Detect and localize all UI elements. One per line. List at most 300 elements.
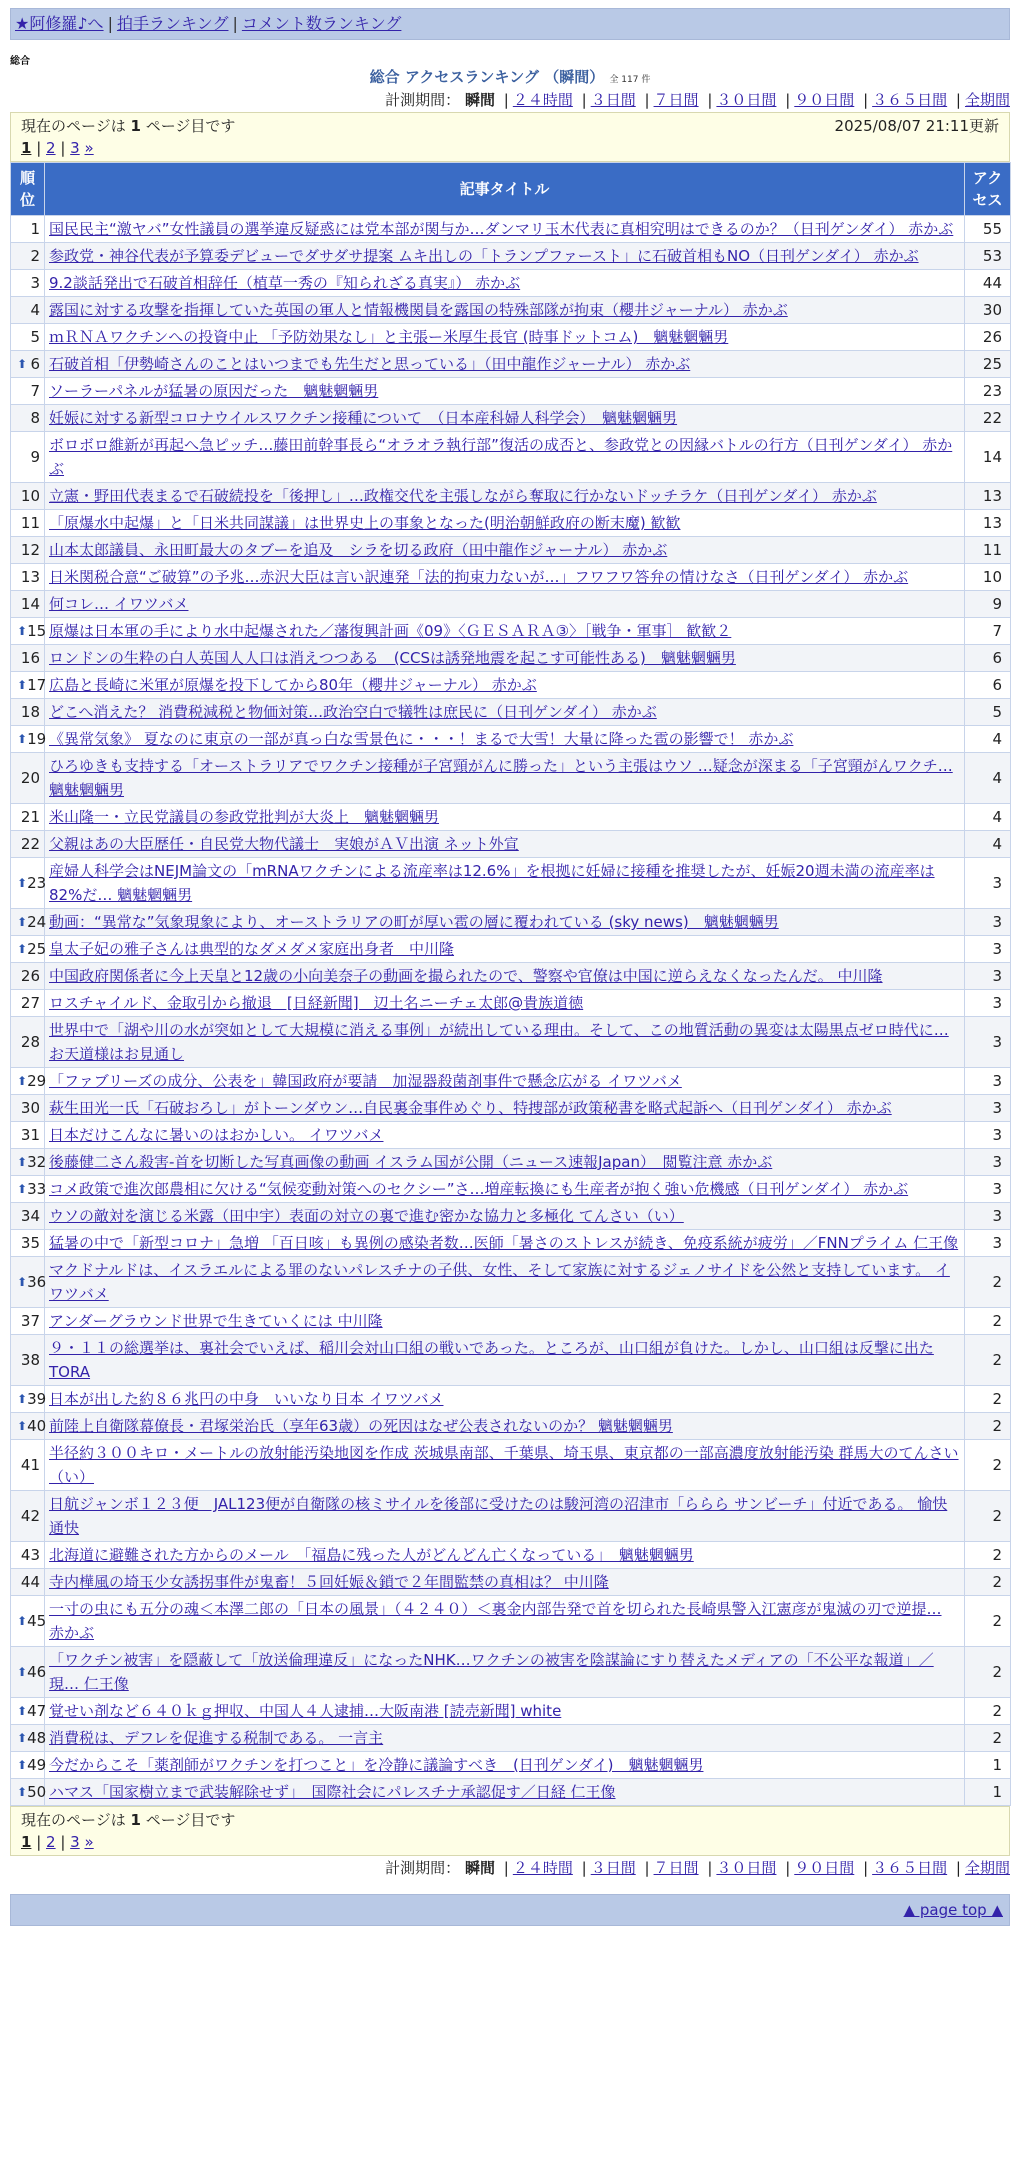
rank-cell bbox=[11, 1542, 45, 1569]
rank-number: 11 bbox=[20, 514, 40, 532]
title-cell bbox=[45, 1698, 965, 1725]
title-cell bbox=[45, 858, 965, 909]
rank-number: 2 bbox=[30, 247, 40, 265]
table-row bbox=[11, 483, 1011, 510]
period-current: 瞬間 bbox=[464, 1859, 495, 1877]
table-row bbox=[11, 672, 1011, 699]
rank-cell bbox=[11, 699, 45, 726]
access-count: 3 bbox=[965, 1149, 1011, 1176]
period-link-3d[interactable]: ３日間 bbox=[590, 1859, 636, 1877]
table-row bbox=[11, 1542, 1011, 1569]
rank-number: 31 bbox=[20, 1126, 40, 1144]
period-link-365d[interactable]: ３６５日間 bbox=[872, 91, 948, 109]
table-row bbox=[11, 432, 1011, 483]
article-link[interactable]: 立憲・野田代表まるで石破続投を「後押し」…政権交代を主張しながら奪取に行かないドッチラケ（日刊ゲンダイ） 赤かぶ bbox=[49, 487, 877, 505]
rank-cell bbox=[11, 1308, 45, 1335]
table-row bbox=[11, 1017, 1011, 1068]
access-count: 2 bbox=[965, 1725, 1011, 1752]
rank-cell bbox=[11, 1230, 45, 1257]
rank-up-arrow-icon: ⬆ bbox=[17, 624, 28, 638]
access-count: 1 bbox=[965, 1752, 1011, 1779]
access-count: 7 bbox=[965, 618, 1011, 645]
rank-number: 40 bbox=[27, 1417, 47, 1435]
access-count: 3 bbox=[965, 963, 1011, 990]
rank-number: 26 bbox=[20, 967, 40, 985]
bottom-nav bbox=[10, 1894, 1010, 1926]
article-link[interactable]: ９・１１の総選挙は、裏社会でいえば、稲川会対山口組の戦いであった。ところが、山口組が負けた。しかし、山口組は反撃に出た TORA bbox=[49, 1339, 934, 1381]
updated-time: 2025/08/07 21:11更新 bbox=[834, 117, 999, 135]
table-row bbox=[11, 753, 1011, 804]
rank-cell bbox=[11, 216, 45, 243]
title-cell bbox=[45, 297, 965, 324]
rank-cell bbox=[11, 1725, 45, 1752]
access-count: 13 bbox=[965, 483, 1011, 510]
rank-up-arrow-icon: ⬆ bbox=[17, 1704, 28, 1718]
article-link[interactable]: 原爆は日本軍の手により水中起爆された／藩復興計画《09》〈ＧＥＳＡＲＡ③〉［戦争・軍事］ 歓歓２ bbox=[49, 622, 732, 640]
table-row bbox=[11, 510, 1011, 537]
access-count: 3 bbox=[965, 1176, 1011, 1203]
access-count: 26 bbox=[965, 324, 1011, 351]
nav-link-asyura[interactable]: ★阿修羅♪へ bbox=[15, 14, 104, 33]
period-link-30d[interactable]: ３０日間 bbox=[716, 91, 777, 109]
table-row bbox=[11, 936, 1011, 963]
table-row bbox=[11, 1068, 1011, 1095]
access-count: 2 bbox=[965, 1386, 1011, 1413]
table-row bbox=[11, 1203, 1011, 1230]
table-row bbox=[11, 1335, 1011, 1386]
article-link[interactable]: 広島と長崎に米軍が原爆を投下してから80年（櫻井ジャーナル） 赤かぶ bbox=[49, 676, 537, 694]
title-cell bbox=[45, 432, 965, 483]
table-row bbox=[11, 645, 1011, 672]
access-count: 2 bbox=[965, 1542, 1011, 1569]
access-count: 2 bbox=[965, 1569, 1011, 1596]
article-link[interactable]: 寺内樺風の埼玉少女誘拐事件が鬼畜！５回妊娠＆鎖で２年間監禁の真相は？ 中川隆 bbox=[49, 1573, 609, 1591]
pager-status-bottom: 現在のページは 1 ページ目です bbox=[21, 1811, 236, 1829]
table-row bbox=[11, 1149, 1011, 1176]
access-count: 25 bbox=[965, 351, 1011, 378]
article-link[interactable]: ソーラーパネルが猛暑の原因だった 魑魅魍魎男 bbox=[49, 382, 379, 400]
article-link[interactable]: アンダーグラウンド世界で生きていくには 中川隆 bbox=[49, 1312, 383, 1330]
header-title: 記事タイトル bbox=[45, 163, 965, 216]
title-cell bbox=[45, 351, 965, 378]
table-row bbox=[11, 1386, 1011, 1413]
rank-cell bbox=[11, 672, 45, 699]
rank-cell bbox=[11, 510, 45, 537]
access-count: 2 bbox=[965, 1491, 1011, 1542]
rank-number: 44 bbox=[20, 1573, 40, 1591]
rank-up-arrow-icon: ⬆ bbox=[17, 1392, 28, 1406]
title-cell bbox=[45, 1149, 965, 1176]
article-link[interactable]: 米山隆一・立民党議員の参政党批判が大炎上 魑魅魍魎男 bbox=[49, 808, 440, 826]
rank-number: 37 bbox=[20, 1312, 40, 1330]
rank-up-arrow-icon: ⬆ bbox=[17, 1074, 28, 1088]
article-link[interactable]: 消費税は、デフレを促進する税制である。 一言主 bbox=[49, 1729, 384, 1747]
rank-cell bbox=[11, 1095, 45, 1122]
period-link-24h[interactable]: ２４時間 bbox=[512, 1859, 573, 1877]
table-row bbox=[11, 1596, 1011, 1647]
table-row bbox=[11, 1647, 1011, 1698]
rank-cell bbox=[11, 1068, 45, 1095]
period-link-24h[interactable]: ２４時間 bbox=[512, 91, 573, 109]
rank-number: 16 bbox=[20, 649, 40, 667]
title-cell bbox=[45, 963, 965, 990]
table-row bbox=[11, 726, 1011, 753]
access-count: 30 bbox=[965, 297, 1011, 324]
rank-cell bbox=[11, 483, 45, 510]
rank-number: 28 bbox=[20, 1033, 40, 1051]
rank-cell bbox=[11, 1491, 45, 1542]
table-row bbox=[11, 297, 1011, 324]
article-link[interactable]: 9.2談話発出で石破首相辞任（植草一秀の『知られざる真実』） 赤かぶ bbox=[49, 274, 521, 292]
rank-number: 12 bbox=[20, 541, 40, 559]
title-cell bbox=[45, 753, 965, 804]
table-row bbox=[11, 537, 1011, 564]
access-count: 10 bbox=[965, 564, 1011, 591]
access-count: 4 bbox=[965, 804, 1011, 831]
article-link[interactable]: 山本太郎議員、永田町最大のタブーを追及 シラを切る政府（田中龍作ジャーナル） 赤かぶ bbox=[49, 541, 668, 559]
period-link-7d[interactable]: ７日間 bbox=[653, 1859, 699, 1877]
title-cell bbox=[45, 1386, 965, 1413]
rank-number: 49 bbox=[27, 1756, 47, 1774]
rank-number: 1 bbox=[30, 220, 40, 238]
article-link[interactable]: 日本だけこんなに暑いのはおかしい。 イワツバメ bbox=[49, 1126, 384, 1144]
article-link[interactable]: 「原爆水中起爆」と「日米共同謀議」は世界史上の事象となった(明治朝鮮政府の断末魔) 歓歓 bbox=[49, 514, 681, 532]
title-cell bbox=[45, 1647, 965, 1698]
title-cell bbox=[45, 645, 965, 672]
rank-cell bbox=[11, 1440, 45, 1491]
title-cell bbox=[45, 1569, 965, 1596]
article-link[interactable]: 皇太子妃の雅子さんは典型的なダメダメ家庭出身者 中川隆 bbox=[49, 940, 455, 958]
rank-cell bbox=[11, 591, 45, 618]
table-row bbox=[11, 1257, 1011, 1308]
article-link[interactable]: 「ワクチン被害」を隠蔽して「放送倫理違反」になったNHK…ワクチンの被害を陰謀論にすり替えたメディアの「不公平な報道」／現… 仁王像 bbox=[49, 1651, 934, 1693]
article-link[interactable]: 北海道に避難された方からのメール 「福島に残った人がどんどん亡くなっている」 魑魅魍魎男 bbox=[49, 1546, 694, 1564]
access-count: 22 bbox=[965, 405, 1011, 432]
title-cell bbox=[45, 726, 965, 753]
article-link[interactable]: 参政党・神谷代表が予算委デビューでダサダサ提案 ムキ出しの「トランプファースト」に石破首相もNO（日刊ゲンダイ） 赤かぶ bbox=[49, 247, 919, 265]
rank-number: 8 bbox=[30, 409, 40, 427]
article-link[interactable]: 半径約３００キロ・メートルの放射能汚染地図を作成 茨城県南部、千葉県、埼玉県、東京都の一部高濃度放射能汚染 群馬大のてんさい（い） bbox=[49, 1444, 959, 1486]
article-link[interactable]: ｍＲＮＡワクチンへの投資中止 「予防効果なし」と主張ー米厚生長官 (時事ドットコム) 魑魅魍魎男 bbox=[49, 328, 729, 346]
rank-number: 10 bbox=[20, 487, 40, 505]
rank-up-arrow-icon: ⬆ bbox=[17, 1785, 28, 1799]
rank-cell bbox=[11, 1176, 45, 1203]
table-row bbox=[11, 1725, 1011, 1752]
rank-number: 35 bbox=[20, 1234, 40, 1252]
nav-link-clap-ranking[interactable]: 拍手ランキング bbox=[116, 14, 229, 33]
article-link[interactable]: 一寸の虫にも五分の魂＜本澤二郎の「日本の風景」（４２４０）＜裏金内部告発で首を切られた長崎県警入江憲彦が鬼滅の刃で逆提… 赤かぶ bbox=[49, 1600, 942, 1642]
article-link[interactable]: ハマス「国家樹立まで武装解除せず」 国際社会にパレスチナ承認促す／日経 仁王像 bbox=[49, 1783, 616, 1801]
rank-number: 29 bbox=[27, 1072, 47, 1090]
page bbox=[10, 0, 1010, 1926]
access-count: 3 bbox=[965, 858, 1011, 909]
rank-number: 42 bbox=[20, 1507, 40, 1525]
rank-cell bbox=[11, 1413, 45, 1440]
article-link[interactable]: ひろゆきも支持する「オーストラリアでワクチン接種が子宮頸がんに勝った」という主張はウソ …疑念が深まる「子宮頸がんワクチ… 魑魅魍魎男 bbox=[49, 757, 953, 799]
rank-up-arrow-icon: ⬆ bbox=[17, 678, 28, 692]
total-count: 全 117 件 bbox=[609, 75, 651, 85]
table-row bbox=[11, 405, 1011, 432]
table-row bbox=[11, 351, 1011, 378]
rank-up-arrow-icon: ⬆ bbox=[17, 732, 28, 746]
rank-number: 25 bbox=[27, 940, 47, 958]
table-row bbox=[11, 1569, 1011, 1596]
nav-link-comment-ranking[interactable]: コメント数ランキング bbox=[241, 14, 402, 33]
rank-cell bbox=[11, 831, 45, 858]
table-row bbox=[11, 1095, 1011, 1122]
period-link-365d[interactable]: ３６５日間 bbox=[872, 1859, 948, 1877]
rank-cell bbox=[11, 1017, 45, 1068]
rank-number: 46 bbox=[27, 1663, 47, 1681]
rank-number: 22 bbox=[20, 835, 40, 853]
access-count: 2 bbox=[965, 1308, 1011, 1335]
title-cell bbox=[45, 243, 965, 270]
rank-number: 21 bbox=[20, 808, 40, 826]
table-row bbox=[11, 1230, 1011, 1257]
table-row bbox=[11, 591, 1011, 618]
rank-cell bbox=[11, 324, 45, 351]
period-label: 計測期間： bbox=[385, 1859, 461, 1877]
rank-up-arrow-icon: ⬆ bbox=[17, 1758, 28, 1772]
title-cell bbox=[45, 591, 965, 618]
rank-number: 23 bbox=[27, 874, 47, 892]
title-cell bbox=[45, 510, 965, 537]
rank-number: 32 bbox=[27, 1153, 47, 1171]
article-link[interactable]: ウソの敵対を演じる米露（田中宇）表面の対立の裏で進む密かな協力と多極化 てんさい（い） bbox=[49, 1207, 684, 1225]
article-link[interactable]: 石破首相「伊勢崎さんのことはいつまでも先生だと思っている」（田中龍作ジャーナル） 赤かぶ bbox=[49, 355, 691, 373]
period-link-90d[interactable]: ９０日間 bbox=[794, 1859, 855, 1877]
rank-up-arrow-icon: ⬆ bbox=[17, 915, 28, 929]
access-count: 2 bbox=[965, 1440, 1011, 1491]
article-link[interactable]: 覚せい剤など６４０ｋｇ押収、中国人４人逮捕…大阪南港 [読売新聞] white bbox=[49, 1702, 562, 1720]
rank-cell bbox=[11, 1257, 45, 1308]
rank-cell bbox=[11, 1647, 45, 1698]
rank-number: 50 bbox=[27, 1783, 47, 1801]
period-selector-top: 計測期間： 瞬間 | ２４時間 | ３日間 | ７日間 | ３０日間 | ９０日間 | ３６５日間 | 全期間 bbox=[385, 91, 1010, 109]
table-row bbox=[11, 831, 1011, 858]
article-link[interactable]: 今だからこそ「薬剤師がワクチンを打つこと」を冷静に議論すべき (日刊ゲンダイ) 魑魅魍魎男 bbox=[49, 1756, 704, 1774]
rank-cell bbox=[11, 564, 45, 591]
rank-cell bbox=[11, 858, 45, 909]
article-link[interactable]: 《異常気象》 夏なのに東京の一部が真っ白な雪景色に・・・！まるで大雪！大量に降った雹の影響で！ 赤かぶ bbox=[49, 730, 794, 748]
article-link[interactable]: 妊娠に対する新型コロナウイルスワクチン接種について （日本産科婦人科学会） 魑魅魍魎男 bbox=[49, 409, 678, 427]
access-count: 23 bbox=[965, 378, 1011, 405]
title-cell bbox=[45, 1095, 965, 1122]
table-row bbox=[11, 1413, 1011, 1440]
rank-up-arrow-icon: ⬆ bbox=[17, 357, 28, 371]
rank-number: 33 bbox=[27, 1180, 47, 1198]
rank-number: 17 bbox=[27, 676, 47, 694]
title-cell bbox=[45, 1176, 965, 1203]
title-cell bbox=[45, 831, 965, 858]
rank-number: 34 bbox=[20, 1207, 40, 1225]
table-row bbox=[11, 990, 1011, 1017]
period-link-30d[interactable]: ３０日間 bbox=[716, 1859, 777, 1877]
rank-number: 5 bbox=[30, 328, 40, 346]
article-link[interactable]: ボロボロ維新が再起へ急ピッチ…藤田前幹事長ら“オラオラ執行部”復活の成否と、参政党との因縁バトルの行方（日刊ゲンダイ） 赤かぶ bbox=[49, 436, 953, 478]
ranking-body bbox=[11, 216, 1011, 1806]
article-link[interactable]: 露国に対する攻撃を指揮していた英国の軍人と情報機関員を露国の特殊部隊が拘束（櫻井ジャーナル） 赤かぶ bbox=[49, 301, 788, 319]
access-count: 3 bbox=[965, 990, 1011, 1017]
article-link[interactable]: 萩生田光一氏「石破おろし」がトーンダウン…自民裏金事件めぐり、特捜部が政策秘書を略式起訴へ（日刊ゲンダイ） 赤かぶ bbox=[49, 1099, 892, 1117]
rank-cell bbox=[11, 1149, 45, 1176]
rank-number: 41 bbox=[20, 1456, 40, 1474]
period-link-all[interactable]: 全期間 bbox=[964, 1859, 1010, 1877]
title-cell bbox=[45, 378, 965, 405]
access-count: 13 bbox=[965, 510, 1011, 537]
article-link[interactable]: コメ政策で進次郎農相に欠ける“気候変動対策へのセクシー”さ…増産転換にも生産者が抱く強い危機感（日刊ゲンダイ） 赤かぶ bbox=[49, 1180, 909, 1198]
pager-page-2[interactable]: 2 bbox=[46, 1833, 56, 1851]
article-link[interactable]: 産婦人科学会はNEJM論文の「mRNAワクチンによる流産率は12.6%」を根拠に妊婦に接種を推奨したが、妊娠20週未満の流産率は82%だ… 魑魅魍魎男 bbox=[49, 862, 935, 904]
access-count: 3 bbox=[965, 1203, 1011, 1230]
table-row bbox=[11, 270, 1011, 297]
rank-cell bbox=[11, 804, 45, 831]
title-cell bbox=[45, 1725, 965, 1752]
title-cell bbox=[45, 1203, 965, 1230]
title-cell bbox=[45, 564, 965, 591]
title-cell bbox=[45, 1413, 965, 1440]
table-row bbox=[11, 804, 1011, 831]
access-count: 3 bbox=[965, 909, 1011, 936]
rank-cell bbox=[11, 990, 45, 1017]
nav-separator: | bbox=[232, 14, 238, 33]
rank-number: 6 bbox=[30, 355, 40, 373]
rank-up-arrow-icon: ⬆ bbox=[17, 1155, 28, 1169]
top-nav bbox=[10, 8, 1010, 40]
page-title bbox=[10, 66, 1010, 88]
rank-cell bbox=[11, 1335, 45, 1386]
table-row bbox=[11, 1698, 1011, 1725]
title-cell bbox=[45, 804, 965, 831]
article-link[interactable]: 日本が出した約８６兆円の中身 いいなり日本 イワツバメ bbox=[49, 1390, 444, 1408]
rank-number: 3 bbox=[30, 274, 40, 292]
article-link[interactable]: 前陸上自衛隊幕僚長・君塚栄治氏（享年63歳）の死因はなぜ公表されないのか？ 魑魅魍魎男 bbox=[49, 1417, 673, 1435]
header-rank: 順位 bbox=[11, 163, 45, 216]
pager-top: 現在のページは 1 ページ目です 2025/08/07 21:11更新 1 | 2 | 3 » bbox=[10, 112, 1010, 162]
rank-number: 4 bbox=[30, 301, 40, 319]
category-label: 総合 bbox=[10, 56, 30, 67]
title-cell bbox=[45, 1596, 965, 1647]
rank-up-arrow-icon: ⬆ bbox=[17, 942, 28, 956]
article-link[interactable]: ロスチャイルド、金取引から撤退 [日経新聞] 辺土名ニーチェ太郎@貴族道徳 bbox=[49, 994, 584, 1012]
access-count: 3 bbox=[965, 1095, 1011, 1122]
table-row bbox=[11, 963, 1011, 990]
rank-cell bbox=[11, 432, 45, 483]
table-row bbox=[11, 1440, 1011, 1491]
table-row bbox=[11, 564, 1011, 591]
pager-page-2[interactable]: 2 bbox=[46, 139, 56, 157]
rank-number: 7 bbox=[30, 382, 40, 400]
access-count: 2 bbox=[965, 1596, 1011, 1647]
access-count: 3 bbox=[965, 1122, 1011, 1149]
access-count: 11 bbox=[965, 537, 1011, 564]
title-cell bbox=[45, 990, 965, 1017]
title-cell bbox=[45, 909, 965, 936]
period-label: 計測期間： bbox=[385, 91, 461, 109]
article-link[interactable]: 国民民主“激ヤバ”女性議員の選挙違反疑惑には党本部が関与か…ダンマリ玉木代表に真相究明はできるのか？（日刊ゲンダイ） 赤かぶ bbox=[49, 220, 954, 238]
title-cell bbox=[45, 1542, 965, 1569]
table-header-row bbox=[11, 163, 1011, 216]
rank-number: 47 bbox=[27, 1702, 47, 1720]
title-cell bbox=[45, 1017, 965, 1068]
pager-page-3[interactable]: 3 bbox=[70, 139, 80, 157]
rank-cell bbox=[11, 618, 45, 645]
rank-cell bbox=[11, 936, 45, 963]
access-count: 9 bbox=[965, 591, 1011, 618]
pager-page-1: 1 bbox=[21, 139, 32, 157]
table-row bbox=[11, 1779, 1011, 1806]
rank-number: 45 bbox=[27, 1612, 47, 1630]
article-link[interactable]: 中国政府関係者に今上天皇と12歳の小向美奈子の動画を撮られたので、警察や官僚は中国に逆らえなくなったんだ。 中川隆 bbox=[49, 967, 883, 985]
title-cell bbox=[45, 1068, 965, 1095]
title-cell bbox=[45, 270, 965, 297]
period-link-all[interactable]: 全期間 bbox=[964, 91, 1010, 109]
article-link[interactable]: 後藤健二さん殺害-首を切断した写真画像の動画 イスラム国が公開（ニュース速報Japan） 閲覧注意 赤かぶ bbox=[49, 1153, 773, 1171]
rank-number: 24 bbox=[27, 913, 47, 931]
article-link[interactable]: 何コレ… イワツバメ bbox=[49, 595, 189, 613]
pager-next[interactable]: » bbox=[84, 139, 94, 157]
access-count: 6 bbox=[965, 645, 1011, 672]
article-link[interactable]: 動画：“異常な”気象現象により、オーストラリアの町が厚い雹の層に覆われている (sky news) 魑魅魍魎男 bbox=[49, 913, 779, 931]
title-cell bbox=[45, 699, 965, 726]
title-cell bbox=[45, 1122, 965, 1149]
article-link[interactable]: 世界中で「湖や川の水が突如として大規模に消える事例」が続出している理由。そして、この地質活動の異変は太陽黒点ゼロ時代に… お天道様はお見通し bbox=[49, 1021, 949, 1063]
access-count: 2 bbox=[965, 1413, 1011, 1440]
period-selector-bottom: 計測期間： 瞬間 | ２４時間 | ３日間 | ７日間 | ３０日間 | ９０日間 | ３６５日間 | 全期間 bbox=[385, 1859, 1010, 1877]
access-count: 44 bbox=[965, 270, 1011, 297]
title-cell bbox=[45, 672, 965, 699]
title-cell bbox=[45, 405, 965, 432]
rank-number: 19 bbox=[27, 730, 47, 748]
page-top-link[interactable]: ▲ page top ▲ bbox=[903, 1901, 1003, 1919]
title-cell bbox=[45, 618, 965, 645]
pager-next[interactable]: » bbox=[84, 1833, 94, 1851]
table-row bbox=[11, 1308, 1011, 1335]
article-link[interactable]: 父親はあの大臣歴任・自民党大物代議士 実娘がＡＶ出演 ネット外宣 bbox=[49, 835, 519, 853]
rank-cell bbox=[11, 297, 45, 324]
period-link-90d[interactable]: ９０日間 bbox=[794, 91, 855, 109]
article-link[interactable]: ロンドンの生粋の白人英国人人口は消えつつある (CCSは誘発地震を起こす可能性ある) 魑魅魍魎男 bbox=[49, 649, 736, 667]
rank-up-arrow-icon: ⬆ bbox=[17, 1665, 28, 1679]
access-count: 5 bbox=[965, 699, 1011, 726]
pager-status: 現在のページは 1 ページ目です bbox=[21, 117, 236, 135]
access-count: 4 bbox=[965, 726, 1011, 753]
article-link[interactable]: マクドナルドは、イスラエルによる罪のないパレスチナの子供、女性、そして家族に対するジェノサイドを公然と支持しています。 イワツバメ bbox=[49, 1261, 950, 1303]
table-row bbox=[11, 1122, 1011, 1149]
article-link[interactable]: 「ファブリーズの成分、公表を」韓国政府が要請 加湿器殺菌剤事件で懸念広がる イワツバメ bbox=[49, 1072, 682, 1090]
rank-cell bbox=[11, 1698, 45, 1725]
article-link[interactable]: 猛暑の中で「新型コロナ」急増 「百日咳」も異例の感染者数…医師「暑さのストレスが続き、免疫系統が疲労」／FNNプライム 仁王像 bbox=[49, 1234, 959, 1252]
table-row bbox=[11, 699, 1011, 726]
access-count: 2 bbox=[965, 1647, 1011, 1698]
period-current: 瞬間 bbox=[464, 91, 495, 109]
article-link[interactable]: 日航ジャンボ１２３便 JAL123便が自衛隊の核ミサイルを後部に受けたのは駿河湾の沼津市「ららら サンビーチ」付近である。 愉快通快 bbox=[49, 1495, 948, 1537]
pager-page-1: 1 bbox=[21, 1833, 32, 1851]
article-link[interactable]: どこへ消えた？ 消費税減税と物価対策…政治空白で犠牲は庶民に（日刊ゲンダイ） 赤かぶ bbox=[49, 703, 657, 721]
title-cell bbox=[45, 1491, 965, 1542]
title-cell bbox=[45, 1230, 965, 1257]
table-row bbox=[11, 858, 1011, 909]
article-link[interactable]: 日米関税合意“ご破算”の予兆…赤沢大臣は言い訳連発「法的拘束力ないが…」フワフワ答弁の情けなさ（日刊ゲンダイ） 赤かぶ bbox=[49, 568, 909, 586]
period-link-3d[interactable]: ３日間 bbox=[590, 91, 636, 109]
rank-up-arrow-icon: ⬆ bbox=[17, 1275, 28, 1289]
period-link-7d[interactable]: ７日間 bbox=[653, 91, 699, 109]
rank-number: 27 bbox=[20, 994, 40, 1012]
access-count: 3 bbox=[965, 936, 1011, 963]
access-count: 3 bbox=[965, 1230, 1011, 1257]
pager-page-3[interactable]: 3 bbox=[70, 1833, 80, 1851]
rank-number: 20 bbox=[20, 769, 40, 787]
